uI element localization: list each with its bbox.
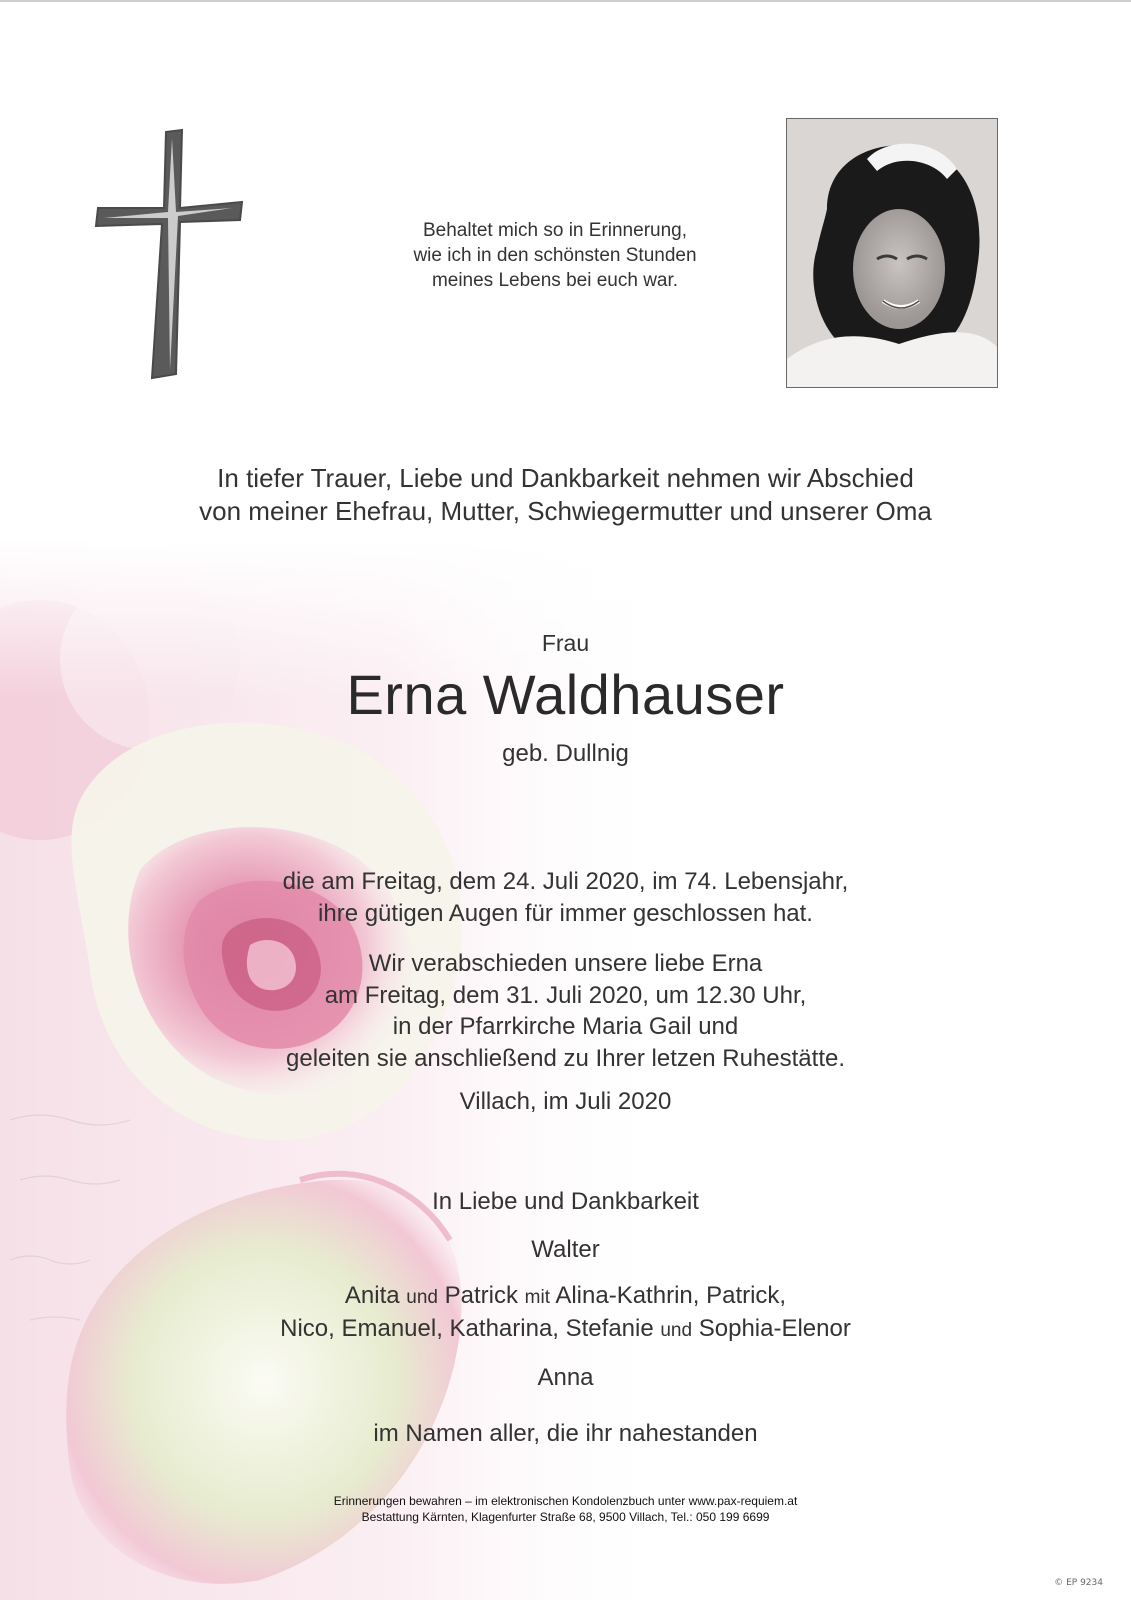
signature-spouse: Walter <box>531 1236 600 1263</box>
family-name: Anita <box>344 1282 400 1309</box>
body-line: die am Freitag, dem 24. Juli 2020, im 74. Lebensjahr, <box>282 868 849 895</box>
deceased-name: Erna Waldhauser <box>346 663 785 726</box>
family-name: Nico, Emanuel, Katharina, Stefanie <box>280 1315 654 1342</box>
intro-line: In tiefer Trauer, Liebe und Dankbarkeit nehmen wir Abschied <box>217 463 914 493</box>
maiden-name: geb. Dullnig <box>502 740 629 767</box>
signature-closing: im Namen aller, die ihr nahestanden <box>373 1420 758 1447</box>
body-line: am Freitag, dem 31. Juli 2020, um 12.30 Uhr, <box>324 981 807 1009</box>
family-name: Sophia-Elenor <box>698 1315 851 1342</box>
page-top-edge <box>0 0 1131 2</box>
family-name: Alina-Kathrin, Patrick, <box>555 1282 787 1309</box>
body-line: in der Pfarrkirche Maria Gail und <box>392 1013 739 1040</box>
funeral-notice <box>0 948 1131 1074</box>
quote-line: meines Lebens bei euch war. <box>431 270 679 291</box>
body-line: ihre gütigen Augen für immer geschlossen hat. <box>318 899 813 927</box>
conjunction: und <box>660 1320 693 1341</box>
death-notice <box>0 866 1131 929</box>
cross-icon <box>92 128 252 384</box>
footer <box>0 1493 1131 1525</box>
family-name: Patrick <box>444 1282 518 1309</box>
intro-text <box>0 462 1131 528</box>
deceased-title: Frau <box>541 630 590 656</box>
quote-line: Behaltet mich so in Erinnerung, <box>422 220 688 241</box>
product-code: © EP 9234 <box>1054 1578 1103 1588</box>
signature-family <box>0 1280 1131 1346</box>
place-date: Villach, im Juli 2020 <box>459 1088 672 1115</box>
footer-line: Bestattung Kärnten, Klagenfurter Straße 68, 9500 Villach, Tel.: 050 199 6699 <box>361 1510 770 1524</box>
signature-other: Anna <box>537 1364 594 1391</box>
family-line-2 <box>0 1313 1131 1346</box>
conjunction: und <box>406 1287 438 1308</box>
conjunction: mit <box>524 1287 550 1308</box>
body-line: Wir verabschieden unsere liebe Erna <box>368 950 763 977</box>
signature-heading: In Liebe und Dankbarkeit <box>432 1188 699 1215</box>
body-line: geleiten sie anschließend zu Ihrer letzen Ruhestätte. <box>286 1044 845 1072</box>
portrait-photo <box>786 118 998 388</box>
family-line-1 <box>0 1280 1131 1313</box>
footer-line: Erinnerungen bewahren – im elektronischen Kondolenzbuch unter www.pax-requiem.at <box>333 1494 798 1508</box>
quote-line: wie ich in den schönsten Stunden <box>413 245 697 266</box>
memorial-quote <box>360 218 750 293</box>
intro-line: von meiner Ehefrau, Mutter, Schwiegermutter und unserer Oma <box>199 496 932 526</box>
